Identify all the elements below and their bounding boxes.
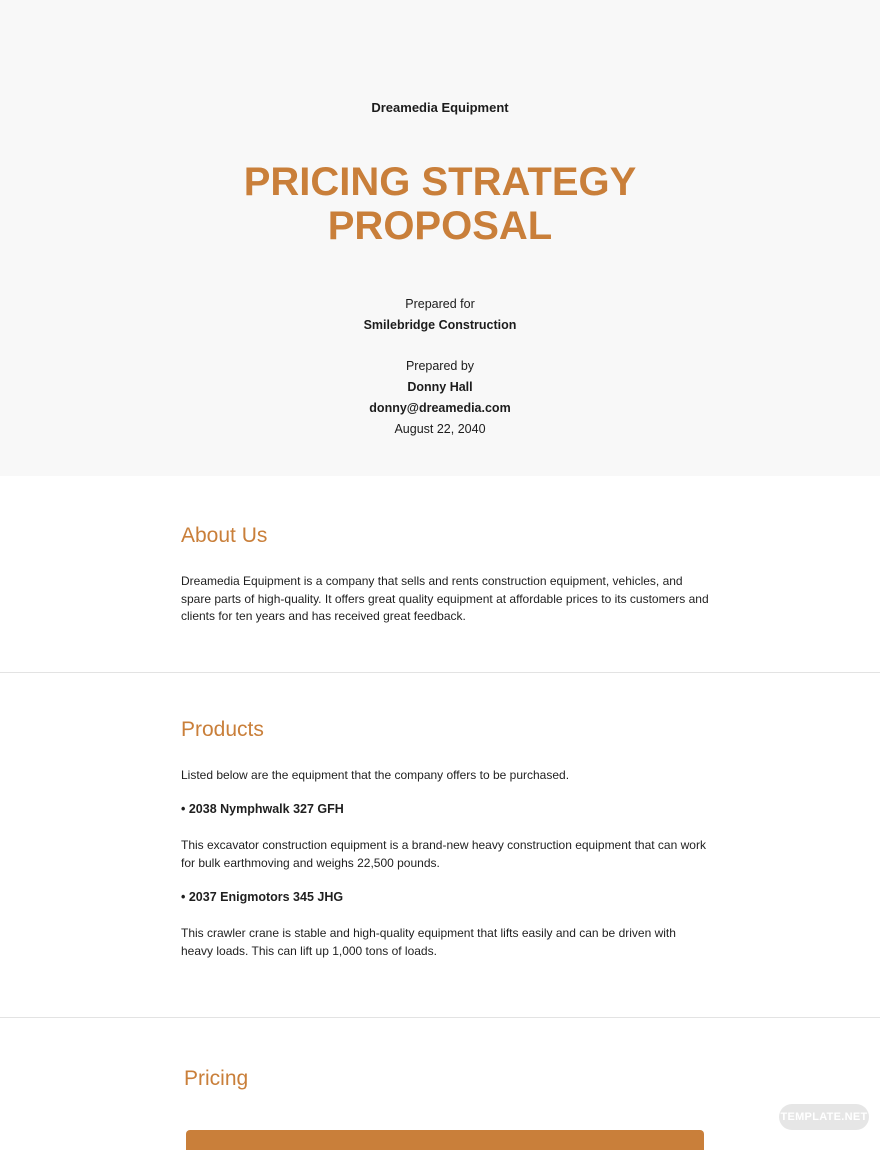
watermark-badge: TEMPLATE.NET — [779, 1104, 869, 1130]
product-item-description: This excavator construction equipment is a brand-new heavy construction equipment that can work for bulk earthmoving and weighs 22,500 pounds. — [181, 838, 706, 870]
about-heading: About Us — [181, 524, 268, 547]
prepared-for-label: Prepared for — [405, 297, 475, 311]
section-divider — [0, 1017, 880, 1018]
product-item-description: This crawler crane is stable and high-quality equipment that lifts easily and can be driven with heavy loads. This can lift up 1,000 tons of loads. — [181, 926, 676, 958]
product-item-name: • 2037 Enigmotors 345 JHG — [181, 890, 344, 904]
author-email: donny@dreamedia.com — [369, 401, 511, 415]
product-item-name: • 2038 Nymphwalk 327 GFH — [181, 802, 344, 816]
title-line-1: PRICING STRATEGY — [243, 160, 637, 204]
prepared-by-label: Prepared by — [405, 359, 475, 373]
section-divider — [0, 672, 880, 673]
prepared-for-name: Smilebridge Construction — [363, 318, 517, 332]
about-body: Dreamedia Equipment is a company that sells and rents construction equipment, vehicles, and spare parts of high-quality. It offers great quality equipment at affordable prices to its customers and clients for ten years and has received great feedback. — [181, 574, 709, 623]
products-intro: Listed below are the equipment that the company offers to be purchased. — [181, 768, 570, 782]
document-title — [0, 160, 880, 248]
pricing-table-header — [186, 1130, 704, 1150]
pricing-heading: Pricing — [184, 1067, 249, 1090]
company-name: Dreamedia Equipment — [371, 100, 509, 115]
cover-section — [0, 0, 880, 476]
products-heading: Products — [181, 718, 264, 741]
title-line-2: PROPOSAL — [327, 204, 553, 248]
proposal-date: August 22, 2040 — [394, 422, 486, 436]
prepared-by-name: Donny Hall — [407, 380, 473, 394]
